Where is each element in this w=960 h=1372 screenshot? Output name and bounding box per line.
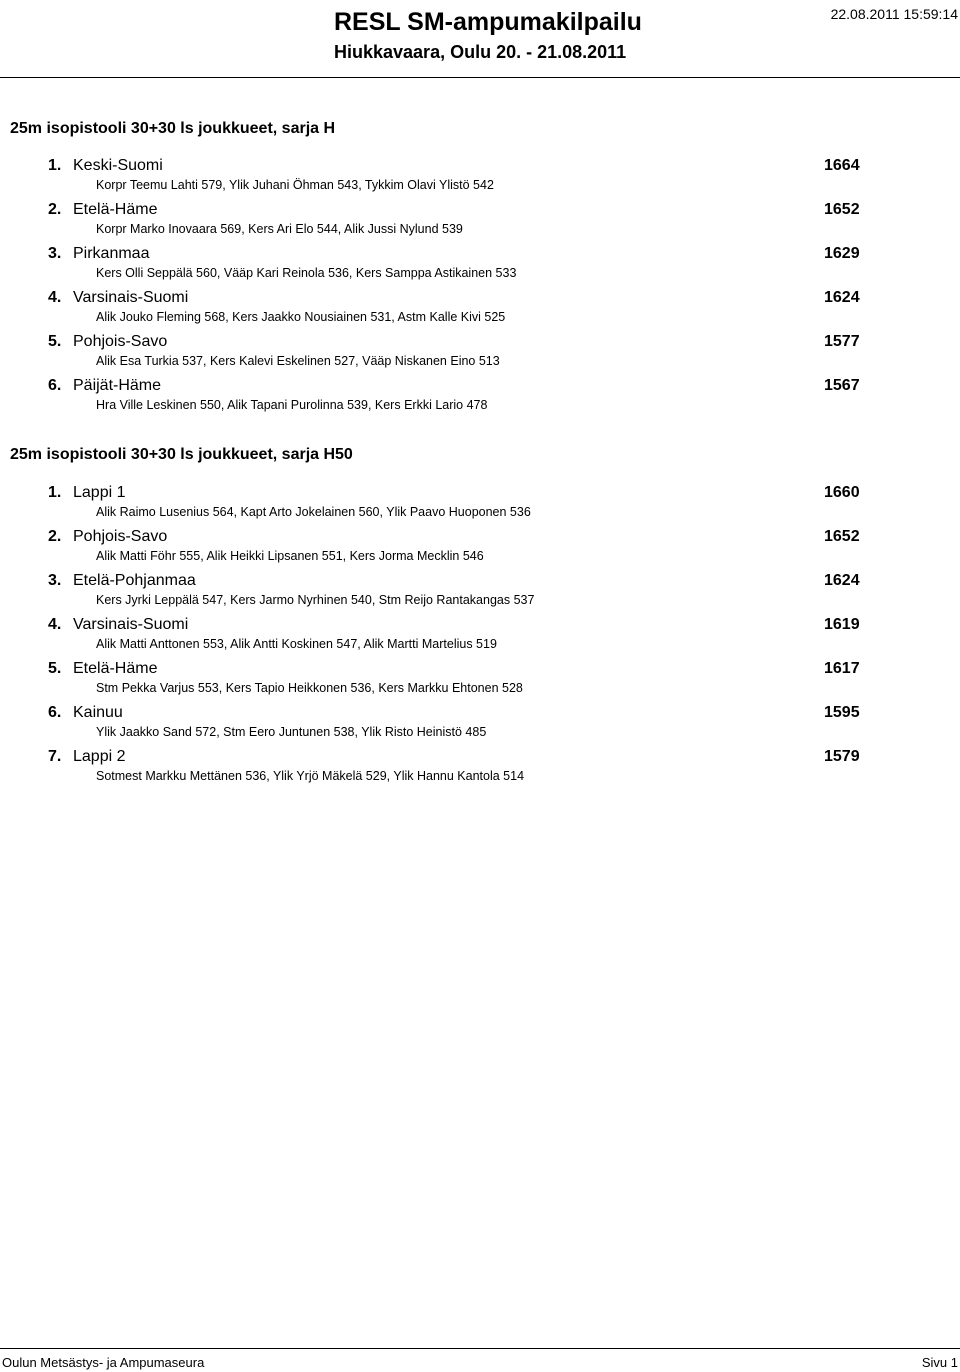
team-result-row bbox=[0, 157, 960, 201]
team-name: Lappi 1 bbox=[73, 484, 126, 501]
footer-page-number: Sivu 1 bbox=[921, 1355, 958, 1370]
team-result-row bbox=[0, 748, 960, 792]
team-rank: 1. bbox=[48, 484, 62, 501]
team-total-score: 1652 bbox=[824, 528, 860, 545]
team-members: Ylik Jaakko Sand 572, Stm Eero Juntunen 538, Ylik Risto Heinistö 485 bbox=[96, 725, 487, 739]
team-result-row bbox=[0, 333, 960, 377]
team-rank: 5. bbox=[48, 660, 62, 677]
team-result-row bbox=[0, 377, 960, 421]
team-name: Keski-Suomi bbox=[73, 157, 163, 174]
team-result-row bbox=[0, 616, 960, 660]
team-members: Alik Jouko Fleming 568, Kers Jaakko Nousiainen 531, Astm Kalle Kivi 525 bbox=[96, 310, 506, 324]
team-name: Varsinais-Suomi bbox=[73, 616, 189, 633]
team-members: Kers Jyrki Leppälä 547, Kers Jarmo Nyrhinen 540, Stm Reijo Rantakangas 537 bbox=[96, 593, 535, 607]
team-name: Pohjois-Savo bbox=[73, 528, 168, 545]
team-total-score: 1579 bbox=[824, 748, 860, 765]
print-timestamp: 22.08.2011 15:59:14 bbox=[830, 6, 958, 22]
team-rank: 4. bbox=[48, 616, 62, 633]
team-result-row bbox=[0, 484, 960, 528]
team-name: Päijät-Häme bbox=[73, 377, 162, 394]
team-members: Alik Esa Turkia 537, Kers Kalevi Eskelinen 527, Vääp Niskanen Eino 513 bbox=[96, 354, 500, 368]
team-total-score: 1629 bbox=[824, 245, 860, 262]
team-total-score: 1624 bbox=[824, 289, 860, 306]
team-total-score: 1624 bbox=[824, 572, 860, 589]
team-rank: 6. bbox=[48, 704, 62, 721]
team-total-score: 1617 bbox=[824, 660, 860, 677]
team-name: Lappi 2 bbox=[73, 748, 126, 765]
team-total-score: 1664 bbox=[824, 157, 860, 174]
team-members: Sotmest Markku Mettänen 536, Ylik Yrjö Mäkelä 529, Ylik Hannu Kantola 514 bbox=[96, 769, 525, 783]
team-name: Varsinais-Suomi bbox=[73, 289, 189, 306]
team-rank: 5. bbox=[48, 333, 62, 350]
team-total-score: 1577 bbox=[824, 333, 860, 350]
team-result-row bbox=[0, 704, 960, 748]
footer-divider bbox=[0, 1348, 960, 1349]
team-total-score: 1567 bbox=[824, 377, 860, 394]
team-members: Alik Matti Anttonen 553, Alik Antti Koskinen 547, Alik Martti Martelius 519 bbox=[96, 637, 497, 651]
team-name: Pirkanmaa bbox=[73, 245, 150, 262]
team-result-row bbox=[0, 572, 960, 616]
team-result-row bbox=[0, 660, 960, 704]
team-rank: 2. bbox=[48, 201, 62, 218]
team-rank: 7. bbox=[48, 748, 62, 765]
team-name: Etelä-Häme bbox=[73, 201, 158, 218]
team-total-score: 1595 bbox=[824, 704, 860, 721]
team-name: Etelä-Häme bbox=[73, 660, 158, 677]
team-total-score: 1652 bbox=[824, 201, 860, 218]
team-members: Alik Raimo Lusenius 564, Kapt Arto Jokelainen 560, Ylik Paavo Huoponen 536 bbox=[96, 505, 531, 519]
team-members: Stm Pekka Varjus 553, Kers Tapio Heikkonen 536, Kers Markku Ehtonen 528 bbox=[96, 681, 523, 695]
team-members: Hra Ville Leskinen 550, Alik Tapani Purolinna 539, Kers Erkki Lario 478 bbox=[96, 398, 488, 412]
header-divider bbox=[0, 77, 960, 78]
section-title: 25m isopistooli 30+30 ls joukkueet, sarja H50 bbox=[10, 446, 353, 463]
team-result-row bbox=[0, 245, 960, 289]
section-title: 25m isopistooli 30+30 ls joukkueet, sarja H bbox=[10, 120, 336, 137]
team-name: Kainuu bbox=[73, 704, 123, 721]
team-members: Kers Olli Seppälä 560, Vääp Kari Reinola 536, Kers Samppa Astikainen 533 bbox=[96, 266, 517, 280]
team-rank: 3. bbox=[48, 572, 62, 589]
footer-organizer: Oulun Metsästys- ja Ampumaseura bbox=[2, 1355, 205, 1370]
team-result-row bbox=[0, 289, 960, 333]
team-rank: 4. bbox=[48, 289, 62, 306]
team-rank: 1. bbox=[48, 157, 62, 174]
team-total-score: 1660 bbox=[824, 484, 860, 501]
team-members: Alik Matti Föhr 555, Alik Heikki Lipsanen 551, Kers Jorma Mecklin 546 bbox=[96, 549, 484, 563]
team-rank: 3. bbox=[48, 245, 62, 262]
team-rank: 6. bbox=[48, 377, 62, 394]
team-members: Korpr Teemu Lahti 579, Ylik Juhani Öhman 543, Tykkim Olavi Ylistö 542 bbox=[96, 178, 494, 192]
document-subtitle: Hiukkavaara, Oulu 20. - 21.08.2011 bbox=[334, 42, 627, 62]
team-name: Etelä-Pohjanmaa bbox=[73, 572, 196, 589]
team-result-row bbox=[0, 201, 960, 245]
team-result-row bbox=[0, 528, 960, 572]
team-rank: 2. bbox=[48, 528, 62, 545]
document-title: RESL SM-ampumakilpailu bbox=[334, 8, 642, 36]
team-name: Pohjois-Savo bbox=[73, 333, 168, 350]
team-members: Korpr Marko Inovaara 569, Kers Ari Elo 544, Alik Jussi Nylund 539 bbox=[96, 222, 463, 236]
team-total-score: 1619 bbox=[824, 616, 860, 633]
